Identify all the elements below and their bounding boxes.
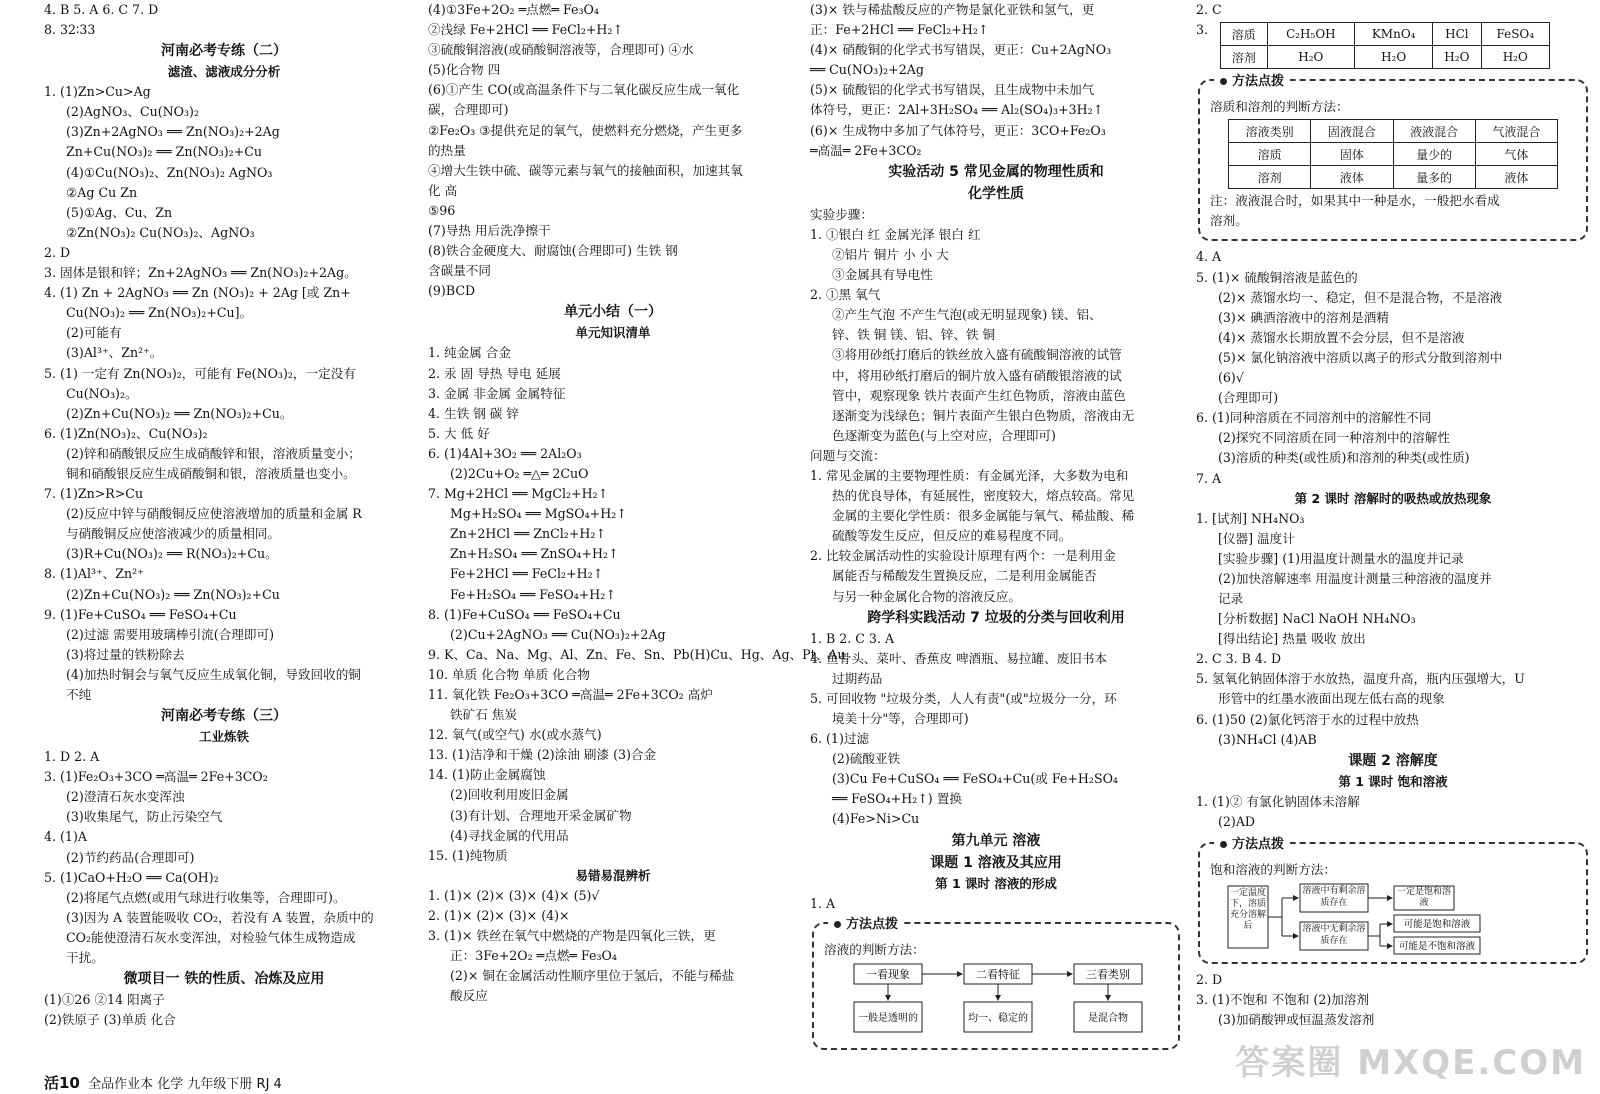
solution-judgment-flowchart — [824, 960, 1164, 1040]
answer-line: 4. (1) Zn + 2AgNO₃ ══ Zn (NO₃)₂ + 2Ag [或 Zn+ — [44, 285, 351, 301]
answer-line: 6. (1)Zn(NO₃)₂、Cu(NO₃)₂ — [44, 425, 208, 441]
answer-line: 2. C — [1196, 2, 1222, 17]
solute-judgment-table — [1228, 119, 1558, 189]
answer-line: Cu(NO₃)₂。 — [66, 385, 138, 401]
answer-line: (2)反应中锌与硝酸铜反应使溶液增加的质量和金属 R — [66, 506, 362, 522]
table-cell: 气液混合 — [1475, 120, 1557, 143]
answer-line: 2. 汞 固 导热 导电 延展 — [428, 365, 561, 381]
answer-line: Zn+2HCl ══ ZnCl₂+H₂↑ — [450, 526, 606, 542]
answer-line: ②Zn(NO₃)₂ Cu(NO₃)₂、AgNO₃ — [66, 224, 255, 240]
method-tip-box-solute — [1198, 74, 1588, 241]
answer-line: (8)铁合金硬度大、耐腐蚀(合理即可) 生铁 钢 — [428, 243, 678, 259]
answer-line: (5)× 氯化钠溶液中溶质以离子的形式分散到溶剂中 — [1218, 349, 1503, 365]
answer-line: 11. 氧化铁 Fe₂O₃+3CO ═高温═ 2Fe+3CO₂ 高炉 — [428, 687, 713, 702]
answer-line: 1. ①银白 红 金属光泽 银白 红 — [810, 226, 981, 242]
result-label: 一般是透明的 — [858, 1012, 918, 1024]
answer-column-1 — [44, 0, 404, 1030]
answer-line: 3. — [1196, 22, 1209, 38]
answer-line: ③将用砂纸打磨后的铁丝放入盛有硫酸铜溶液的试管 — [832, 347, 1122, 363]
answer-line: [分析数据] NaCl NaOH NH₄NO₃ — [1218, 611, 1416, 627]
answer-line: 热的优良导体，有延展性，密度较大，熔点较高。常见 — [832, 488, 1135, 504]
leaf-label: 可能是不饱和溶液 — [1398, 941, 1476, 952]
result-label: 均一、稳定的 — [968, 1012, 1028, 1024]
answer-line: ④增大生铁中硫、碳等元素与氧气的接触面积，加速其氧 — [428, 162, 743, 178]
answer-line: 1. 纯金属 合金 — [428, 345, 511, 361]
answer-line: (3)溶质的种类(或性质)和溶剂的种类(或性质) — [1218, 450, 1470, 466]
answer-line: 正：3Fe+2O₂ ═点燃═ Fe₃O₄ — [450, 948, 617, 964]
step-label: 一看现象 — [866, 967, 910, 981]
section-heading: 实验活动 5 常见金属的物理性质和 — [888, 163, 1104, 180]
answer-line: Zn+H₂SO₄ ══ ZnSO₄+H₂↑ — [450, 546, 619, 562]
answer-line: 化 高 — [428, 182, 458, 198]
answer-line: 1. 常见金属的主要物理性质：有金属光泽，大多数为电和 — [810, 467, 1129, 483]
table-cell: 量多的 — [1393, 166, 1475, 189]
answer-line: ═高温═ 2Fe+3CO₂ — [810, 142, 922, 158]
root-label: 一定温度下，溶质充分溶解后 — [1229, 888, 1266, 931]
table-cell: 量少的 — [1393, 143, 1475, 166]
table-cell: C₂H₅OH — [1267, 23, 1355, 46]
answer-line: 管中，观察现象 铁片表面产生红色物质，溶液由蓝色 — [832, 387, 1126, 403]
method-tip-box-saturated — [1198, 836, 1588, 964]
answer-line: 含碳量不同 — [428, 263, 491, 279]
section-heading: 河南必考专练（三） — [161, 708, 287, 725]
answer-line: (3)R+Cu(NO₃)₂ ══ R(NO₃)₂+Cu。 — [66, 546, 278, 562]
table-cell: H₂O — [1355, 46, 1433, 69]
answer-line: 13. (1)洁净和干燥 (2)涂油 刷漆 (3)合金 — [428, 747, 657, 763]
answer-line: Zn+Cu(NO₃)₂ ══ Zn(NO₃)₂+Cu — [66, 144, 263, 160]
answer-line: ②浅绿 Fe+2HCl ══ FeCl₂+H₂↑ — [428, 22, 624, 38]
table-cell: H₂O — [1267, 46, 1355, 69]
answer-column-4 — [1196, 0, 1590, 1030]
answer-line: (6)× 生成物中多加了气体符号，更正：3CO+Fe₂O₃ — [810, 122, 1106, 138]
answer-line: 12. 氧气(或空气) 水(或水蒸气) — [428, 727, 602, 743]
answer-line: 实验步骤： — [810, 206, 873, 222]
method-tip-box-solution — [812, 916, 1180, 1050]
answer-line: (3)× 碘酒溶液中的溶剂是酒精 — [1218, 309, 1389, 325]
page-footer — [44, 1072, 282, 1093]
subsection-heading: 单元知识清单 — [575, 325, 651, 341]
answer-line: 2. D — [1196, 972, 1223, 987]
section-heading: 单元小结（一） — [564, 304, 662, 321]
table-row — [1229, 120, 1558, 143]
answer-line: (4)× 硝酸铜的化学式书写错误，更正：Cu+2AgNO₃ — [810, 42, 1112, 58]
result-label: 是混合物 — [1088, 1012, 1128, 1024]
answer-line: 3. (1)不饱和 不饱和 (2)加溶剂 — [1196, 992, 1370, 1008]
answer-line: (2)将尾气点燃(或用气球进行收集等，合理即可)。 — [66, 889, 346, 905]
answer-line: (2)Zn+Cu(NO₃)₂ ══ Zn(NO₃)₂+Cu。 — [66, 405, 293, 421]
answer-line: 酸反应 — [450, 988, 488, 1004]
answer-line: 与硝酸铜反应使溶液减少的质量相同。 — [66, 526, 281, 542]
answer-line: 9. K、Ca、Na、Mg、Al、Zn、Fe、Sn、Pb(H)Cu、Hg、Ag、Pt、Au — [428, 646, 846, 662]
answer-line: 形管中的红墨水液面出现左低右高的现象 — [1218, 691, 1445, 707]
answer-line: (合理即可) — [1218, 390, 1279, 406]
answer-line: (2)加快溶解速率 用温度计测量三种溶液的温度并 — [1218, 570, 1492, 586]
subsection-heading: 滤渣、滤液成分分析 — [167, 64, 281, 80]
answer-line: 6. (1)50 (2)氯化钙溶于水的过程中放热 — [1196, 711, 1419, 727]
answer-line: (2)Cu+2AgNO₃ ══ Cu(NO₃)₂+2Ag — [450, 626, 666, 642]
answer-line: (5)①Ag、Cu、Zn — [66, 204, 173, 220]
table-cell: H₂O — [1433, 46, 1481, 69]
answer-line: (3)收集尾气，防止污染空气 — [66, 809, 223, 825]
answer-line: (2)回收利用废旧金属 — [450, 787, 569, 803]
answer-line: (3)因为 A 装置能吸收 CO₂，若没有 A 装置，杂质中的 — [66, 909, 374, 925]
answer-line: 7. A — [1196, 470, 1222, 486]
method-tip-intro: 溶液的判断方法： — [824, 941, 925, 957]
column-4-bottom-lines — [1196, 970, 1590, 1030]
note-line: 溶剂。 — [1210, 213, 1248, 229]
answer-line: 1. (1)② 有氯化钠固体未溶解 — [1196, 793, 1360, 809]
answer-line: (3)Cu Fe+CuSO₄ ══ FeSO₄+Cu(或 Fe+H₂SO₄ — [832, 771, 1118, 787]
bullet-icon — [834, 921, 841, 928]
answer-line: (6)√ — [1218, 370, 1244, 386]
answer-line: (3)NH₄Cl (4)AB — [1218, 731, 1317, 747]
subsection-heading: 工业炼铁 — [198, 729, 249, 745]
leaf-label: 可能是饱和溶液 — [1403, 919, 1471, 930]
answer-line: (7)导热 用后洗净擦干 — [428, 223, 551, 239]
section-heading: 课题 2 溶解度 — [1348, 752, 1438, 769]
answer-line: 2. C 3. B 4. D — [1196, 651, 1282, 667]
answer-line: (3)有计划、合理地开采金属矿物 — [450, 807, 632, 823]
saturated-judgment-flowchart — [1224, 880, 1554, 954]
answer-line: (2)硫酸亚铁 — [832, 751, 901, 767]
answer-line: 4. A — [1196, 249, 1222, 265]
answer-line: 1. [试剂] NH₄NO₃ — [1196, 510, 1305, 526]
answer-line: 3. 固体是银和锌；Zn+2AgNO₃ ══ Zn(NO₃)₂+2Ag。 — [44, 265, 357, 281]
answer-line: 色逐渐变为蓝色(与上空对应，合理即可) — [832, 427, 1056, 443]
branch-label: 溶液中无剩余溶质存在 — [1302, 924, 1366, 946]
answer-line: 5. (1)× 硫酸铜溶液是蓝色的 — [1196, 269, 1358, 285]
answer-line: ②铝片 铜片 小 小 大 — [832, 246, 949, 262]
answer-line: 8. (1)Al³⁺、Zn²⁺ — [44, 566, 144, 582]
bullet-icon — [1220, 841, 1227, 848]
answer-line: (5)化合物 四 — [428, 62, 501, 78]
subsection-heading: 第 2 课时 溶解时的吸热或放热现象 — [1294, 490, 1492, 506]
book-info: 全品作业本 化学 九年级下册 RJ 4 — [88, 1077, 282, 1092]
answer-line: 问题与交流： — [810, 447, 886, 463]
step-label: 二看特征 — [976, 967, 1020, 981]
answer-line: 3. (1)Fe₂O₃+3CO ═高温═ 2Fe+3CO₂ — [44, 769, 268, 785]
answer-line: (4)寻找金属的代用品 — [450, 827, 569, 843]
answer-line: (2)AgNO₃、Cu(NO₃)₂ — [66, 104, 199, 120]
answer-line: 14. (1)防止金属腐蚀 — [428, 767, 546, 783]
step-label: 三看类别 — [1086, 967, 1130, 981]
method-tip-title: 方法点拨 — [1214, 833, 1290, 852]
table-row — [1221, 46, 1550, 69]
answer-line: (2)× 蒸馏水均一、稳定，但不是混合物，不是溶液 — [1218, 289, 1503, 305]
answer-line: ②产生气泡 不产生气泡(或无明显现象) 镁、铝、 — [832, 307, 1102, 323]
answer-line: 5. (1) 一定有 Zn(NO₃)₂，可能有 Fe(NO₃)₂，一定没有 — [44, 365, 356, 381]
answer-line: (2)过滤 需要用玻璃棒引流(合理即可) — [66, 626, 274, 642]
answer-line: 6. (1)同种溶质在不同溶剂中的溶解性不同 — [1196, 410, 1432, 426]
answer-line: ⑤96 — [428, 202, 456, 218]
answer-line: 体符号，更正：2Al+3H₂SO₄ ══ Al₂(SO₄)₃+3H₂↑ — [810, 102, 1104, 118]
answer-line: ══ Cu(NO₃)₂+2Ag — [810, 62, 924, 78]
answer-line: (4)①3Fe+2O₂ ═点燃═ Fe₃O₄ — [428, 2, 599, 17]
table-cell: 固体 — [1311, 143, 1393, 166]
answer-line: 15. (1)纯物质 — [428, 847, 508, 863]
section-heading: 微项目一 铁的性质、冶炼及应用 — [123, 971, 325, 988]
section-heading: 河南必考专练（二） — [161, 43, 287, 60]
answer-line: ②Ag Cu Zn — [66, 184, 138, 200]
answer-line: 1. (1)Zn>Cu>Ag — [44, 84, 151, 100]
table-cell: 溶质 — [1221, 23, 1268, 46]
answer-line: (6)①产生 CO(或高温条件下与二氧化碳反应生成一氧化 — [428, 82, 740, 98]
solute-solvent-table — [1220, 22, 1550, 69]
table-cell: H₂O — [1481, 46, 1549, 69]
answer-line: (3)× 铁与稀盐酸反应的产物是氯化亚铁和氢气，更 — [810, 2, 1095, 17]
table-cell: 液体 — [1311, 166, 1393, 189]
table-row — [1229, 166, 1558, 189]
table-row — [1221, 23, 1550, 46]
answer-line: 铁矿石 焦炭 — [450, 707, 517, 723]
answer-line: 5. 可回收物 "垃圾分类，人人有责"(或"垃圾分一分，环 — [810, 690, 1117, 706]
section-heading: 课题 1 溶液及其应用 — [930, 854, 1062, 871]
answer-line: CO₂能使澄清石灰水变浑浊，对检验气体生成物造成 — [66, 929, 356, 945]
answer-line: 2. D — [44, 244, 71, 260]
answer-line: (4)× 蒸馏水长期放置不会分层，但不是溶液 — [1218, 329, 1465, 345]
section-heading: 化学性质 — [968, 185, 1024, 202]
watermark-logo: 答案圈 MXQE.COM — [1235, 1043, 1586, 1083]
answer-line: 2. ①黑 氧气 — [810, 287, 881, 303]
branch-label: 溶液中有剩余溶质存在 — [1302, 886, 1366, 908]
method-tip-title: 方法点拨 — [1214, 70, 1290, 89]
answer-line: (2)× 铜在金属活动性顺序里位于氢后，不能与稀盐 — [450, 968, 735, 984]
answer-line: (4)①Cu(NO₃)₂、Zn(NO₃)₂ AgNO₃ — [66, 164, 273, 180]
table-cell: 固液混合 — [1311, 120, 1393, 143]
table-cell: 液液混合 — [1393, 120, 1475, 143]
answer-line: 1. A — [810, 895, 836, 911]
answer-line: (4)加热时铜会与氧气反应生成氧化铜，导致回收的铜 — [66, 666, 361, 682]
answer-line: 6. (1)4Al+3O₂ ══ 2Al₂O₃ — [428, 445, 582, 461]
answer-line: 金属的主要化学性质：很多金属能与氧气、稀盐酸、稀 — [832, 508, 1135, 524]
table-cell: KMnO₄ — [1355, 23, 1433, 46]
answer-line: 中，将用砂纸打磨后的铜片放入盛有硝酸银溶液的试 — [832, 367, 1122, 383]
answer-line: (2)节约药品(合理即可) — [66, 849, 195, 865]
answer-line: 3. (1)× 铁丝在氧气中燃烧的产物是四氧化三铁，更 — [428, 928, 716, 944]
answer-line: (4)Fe>Ni>Cu — [832, 811, 920, 827]
answer-line: (3)加硝酸钾或恒温蒸发溶剂 — [1218, 1012, 1375, 1028]
method-tip-intro: 溶质和溶剂的判断方法： — [1210, 99, 1349, 115]
page-number: 活10 — [44, 1074, 80, 1092]
answer-line: 属能否与稀酸发生置换反应，二是利用金属能否 — [832, 568, 1097, 584]
answer-line: Mg+H₂SO₄ ══ MgSO₄+H₂↑ — [450, 506, 627, 522]
answer-line: 7. Mg+2HCl ══ MgCl₂+H₂↑ — [428, 486, 609, 502]
answer-line: 6. (1)过滤 — [810, 731, 870, 747]
answer-line: 逐渐变为浅绿色；铜片表面产生银白色物质，溶液由无 — [832, 407, 1135, 423]
answer-line: (1)①26 ②14 阳离子 — [44, 992, 165, 1008]
answer-line: 正：Fe+2HCl ══ FeCl₂+H₂↑ — [810, 22, 989, 38]
answer-line: 4. (1)A — [44, 829, 87, 845]
section-heading: 跨学科实践活动 7 垃圾的分类与回收利用 — [867, 609, 1125, 626]
column-3-lines — [810, 0, 1182, 914]
table-cell: 溶液类别 — [1229, 120, 1311, 143]
answer-line: Cu(NO₃)₂ ══ Zn(NO₃)₂+Cu]。 — [66, 305, 253, 321]
answer-line: ②Fe₂O₃ ③提供充足的氧气，使燃料充分燃烧，产生更多 — [428, 122, 743, 138]
answer-line: 干扰。 — [66, 950, 104, 966]
answer-line: (3)Zn+2AgNO₃ ══ Zn(NO₃)₂+2Ag — [66, 124, 280, 140]
answer-line: Fe+2HCl ══ FeCl₂+H₂↑ — [450, 566, 604, 582]
table-cell: 溶剂 — [1221, 46, 1268, 69]
answer-line: (2)铁原子 (3)单质 化合 — [44, 1012, 176, 1028]
answer-line: (2)AD — [1218, 813, 1256, 829]
answer-line: 的热量 — [428, 142, 466, 158]
answer-line: (9)BCD — [428, 283, 476, 299]
note-line: 注：液液混合时，如果其中一种是水，一般把水看成 — [1210, 193, 1500, 209]
answer-line: 过期药品 — [832, 670, 883, 686]
leaf-label: 一定是饱和溶液 — [1396, 887, 1451, 908]
table-cell: 溶剂 — [1229, 166, 1311, 189]
subsection-heading: 第 1 课时 溶液的形成 — [935, 875, 1057, 891]
answer-line: 锌、铁 铜 镁、铝、锌、铁 铜 — [832, 327, 996, 343]
bullet-icon — [1220, 78, 1227, 85]
answer-line: (2)探究不同溶质在同一种溶剂中的溶解性 — [1218, 430, 1450, 446]
answer-line: (2)Zn+Cu(NO₃)₂ ══ Zn(NO₃)₂+Cu — [66, 586, 280, 602]
answer-line: [得出结论] 热量 吸收 放出 — [1218, 631, 1366, 647]
answer-line: (5)× 硫酸铝的化学式书写错误，且生成物中未加气 — [810, 82, 1095, 98]
subsection-heading: 易错易混辨析 — [575, 867, 651, 883]
table-row — [1229, 143, 1558, 166]
answer-line: 8. 32∶33 — [44, 22, 96, 38]
answer-line: (2)2Cu+O₂ ═△═ 2CuO — [450, 465, 589, 481]
answer-line: (2)可能有 — [66, 325, 122, 341]
answer-line: 4. 生铁 钢 碳 锌 — [428, 405, 519, 421]
method-tip-intro: 饱和溶液的判断方法： — [1210, 861, 1336, 877]
answer-line: 8. (1)Fe+CuSO₄ ══ FeSO₄+Cu — [428, 606, 621, 622]
answer-line: 记录 — [1218, 590, 1244, 606]
answer-line: 铜和硝酸银反应生成硝酸铜和银，溶液质量也变小。 — [66, 465, 356, 481]
section-heading: 第九单元 溶液 — [951, 832, 1041, 849]
answer-line: (3)将过量的铁粉除去 — [66, 646, 185, 662]
answer-column-3 — [810, 0, 1182, 1056]
table-cell: 液体 — [1475, 166, 1557, 189]
table-cell: FeSO₄ — [1481, 23, 1549, 46]
answer-line: ③硫酸铜溶液(或硝酸铜溶液等，合理即可) ④水 — [428, 42, 694, 58]
column-4-middle-lines — [1196, 247, 1590, 831]
table-cell: HCl — [1433, 23, 1481, 46]
answer-line: 5. 氢氧化钠固体溶于水放热，温度升高，瓶内压强增大，U — [1196, 671, 1525, 687]
answer-line: 1. D 2. A — [44, 749, 100, 765]
answer-line: 4. 鱼骨头、菜叶、香蕉皮 啤酒瓶、易拉罐、废旧书本 — [810, 650, 1108, 666]
answer-line: 2. 比较金属活动性的实验设计原理有两个：一是利用金 — [810, 548, 1116, 564]
table-cell: 溶质 — [1229, 143, 1311, 166]
method-tip-title: 方法点拨 — [828, 913, 904, 932]
answer-line: 10. 单质 化合物 单质 化合物 — [428, 666, 590, 682]
answer-line: Fe+H₂SO₄ ══ FeSO₄+H₂↑ — [450, 586, 616, 602]
answer-line: [仪器] 温度计 — [1218, 530, 1295, 546]
subsection-heading: 第 1 课时 饱和溶液 — [1338, 773, 1448, 789]
answer-line: 境美十分"等，合理即可) — [832, 711, 969, 726]
answer-line: 5. (1)CaO+H₂O ══ Ca(OH)₂ — [44, 869, 219, 885]
answer-line: 与另一种金属化合物的溶液反应。 — [832, 588, 1021, 604]
table-cell: 气体 — [1475, 143, 1557, 166]
answer-line: 5. 大 低 好 — [428, 425, 490, 441]
answer-line: (3)Al³⁺、Zn²⁺。 — [66, 345, 163, 361]
answer-line: 2. (1)× (2)× (3)× (4)× — [428, 907, 570, 923]
answer-line: 3. 金属 非金属 金属特征 — [428, 385, 566, 401]
answer-line: ③金属具有导电性 — [832, 267, 933, 283]
answer-line: (2)锌和硝酸银反应生成硝酸锌和银，溶液质量变小； — [66, 445, 361, 461]
answer-line: 1. B 2. C 3. A — [810, 630, 895, 646]
answer-line: 9. (1)Fe+CuSO₄ ══ FeSO₄+Cu — [44, 606, 237, 622]
answer-line: 4. B 5. A 6. C 7. D — [44, 2, 159, 17]
answer-line: ══ FeSO₄+H₂↑) 置换 — [832, 791, 962, 807]
answer-line: [实验步骤] (1)用温度计测量水的温度并记录 — [1218, 550, 1464, 566]
answer-line: 不纯 — [66, 687, 92, 702]
answer-line: 1. (1)× (2)× (3)× (4)× (5)√ — [428, 887, 600, 903]
answer-line: 硫酸等发生反应，但反应的难易程度不同。 — [832, 528, 1072, 544]
answer-line: 7. (1)Zn>R>Cu — [44, 486, 144, 502]
answer-line: 碳，合理即可) — [428, 102, 509, 118]
answer-line: (2)澄清石灰水变浑浊 — [66, 789, 185, 805]
